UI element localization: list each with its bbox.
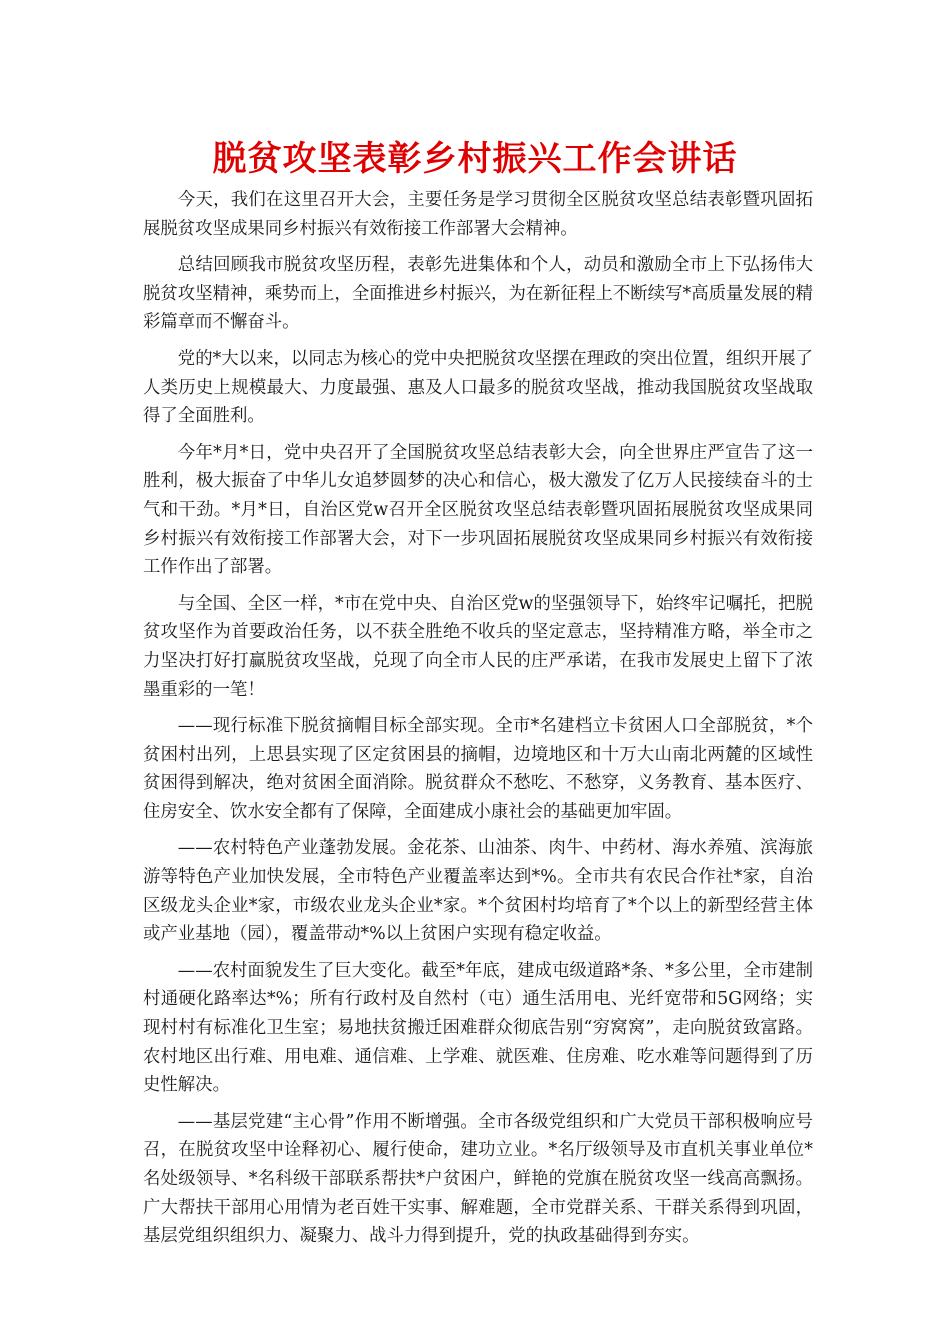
paragraph: 今年*月*日，党中央召开了全国脱贫攻坚总结表彰大会，向全世界庄严宣告了这一胜利，极大振奋了中华儿女追梦圆梦的决心和信心，极大激发了亿万人民接续奋斗的士气和干劲。*月*日，自治区党w召开全区脱贫攻坚总结表彰暨巩固拓展脱贫攻坚成果同乡村振兴有效衔接工作部署大会，对下一步巩固拓展脱贫攻坚成果同乡村振兴有效衔接工作作出了部署。 <box>143 442 813 578</box>
paragraph: ——农村面貌发生了巨大变化。截至*年底，建成屯级道路*条、*多公里，全市建制村通硬化路率达*%；所有行政村及自然村（屯）通生活用电、光纤宽带和5G网络；实现村村有标准化卫生室；易地扶贫搬迁困难群众彻底告别“穷窝窝”，走向脱贫致富路。农村地区出行难、用电难、通信难、上学难、就医难、住房难、吃水难等问题得到了历史性解决。 <box>143 960 813 1096</box>
paragraph: ——现行标准下脱贫摘帽目标全部实现。全市*名建档立卡贫困人口全部脱贫，*个贫困村出列，上思县实现了区定贫困县的摘帽，边境地区和十万大山南北两麓的区域性贫困得到解决，绝对贫困全面消除。脱贫群众不愁吃、不愁穿，义务教育、基本医疗、住房安全、饮水安全都有了保障，全面建成小康社会的基础更加牢固。 <box>143 716 813 822</box>
document-body <box>143 186 813 1259</box>
paragraph: 今天，我们在这里召开大会，主要任务是学习贯彻全区脱贫攻坚总结表彰暨巩固拓展脱贫攻坚成果同乡村振兴有效衔接工作部署大会精神。 <box>143 190 813 239</box>
paragraph: 与全国、全区一样，*市在党中央、自治区党w的坚强领导下，始终牢记嘱托，把脱贫攻坚作为首要政治任务，以不获全胜绝不收兵的坚定意志，坚持精准方略，举全市之力坚决打好打赢脱贫攻坚战，兑现了向全市人民的庄严承诺，在我市发展史上留下了浓墨重彩的一笔！ <box>143 593 813 700</box>
paragraph: 党的*大以来，以同志为核心的党中央把脱贫攻坚摆在理政的突出位置，组织开展了人类历史上规模最大、力度最强、惠及人口最多的脱贫攻坚战，推动我国脱贫攻坚战取得了全面胜利。 <box>143 348 813 427</box>
paragraph: ——基层党建“主心骨”作用不断增强。全市各级党组织和广大党员干部积极响应号召，在脱贫攻坚中诠释初心、履行使命，建功立业。*名厅级领导及市直机关事业单位*名处级领导、*名科级干部联系帮扶*户贫困户，鲜艳的党旗在脱贫攻坚一线高高飘扬。广大帮扶干部用心用情为老百姓干实事、解难题，全市党群关系、干群关系得到巩固，基层党组织组织力、凝聚力、战斗力得到提升，党的执政基础得到夯实。 <box>143 1111 813 1247</box>
paragraph: ——农村特色产业蓬勃发展。金花茶、山油茶、肉牛、中药材、海水养殖、滨海旅游等特色产业加快发展，全市特色产业覆盖率达到*%。全市共有农民合作社*家，自治区级龙头企业*家，市级农业龙头企业*家。*个贫困村均培育了*个以上的新型经营主体或产业基地（园），覆盖带动*%以上贫困户实现有稳定收益。 <box>143 838 813 945</box>
document-title: 脱贫攻坚表彰乡村振兴工作会讲话 <box>212 139 738 179</box>
paragraph: 总结回顾我市脱贫攻坚历程，表彰先进集体和个人，动员和激励全市上下弘扬伟大脱贫攻坚精神，乘势而上，全面推进乡村振兴，为在新征程上不断续写*高质量发展的精彩篇章而不懈奋斗。 <box>143 255 813 333</box>
